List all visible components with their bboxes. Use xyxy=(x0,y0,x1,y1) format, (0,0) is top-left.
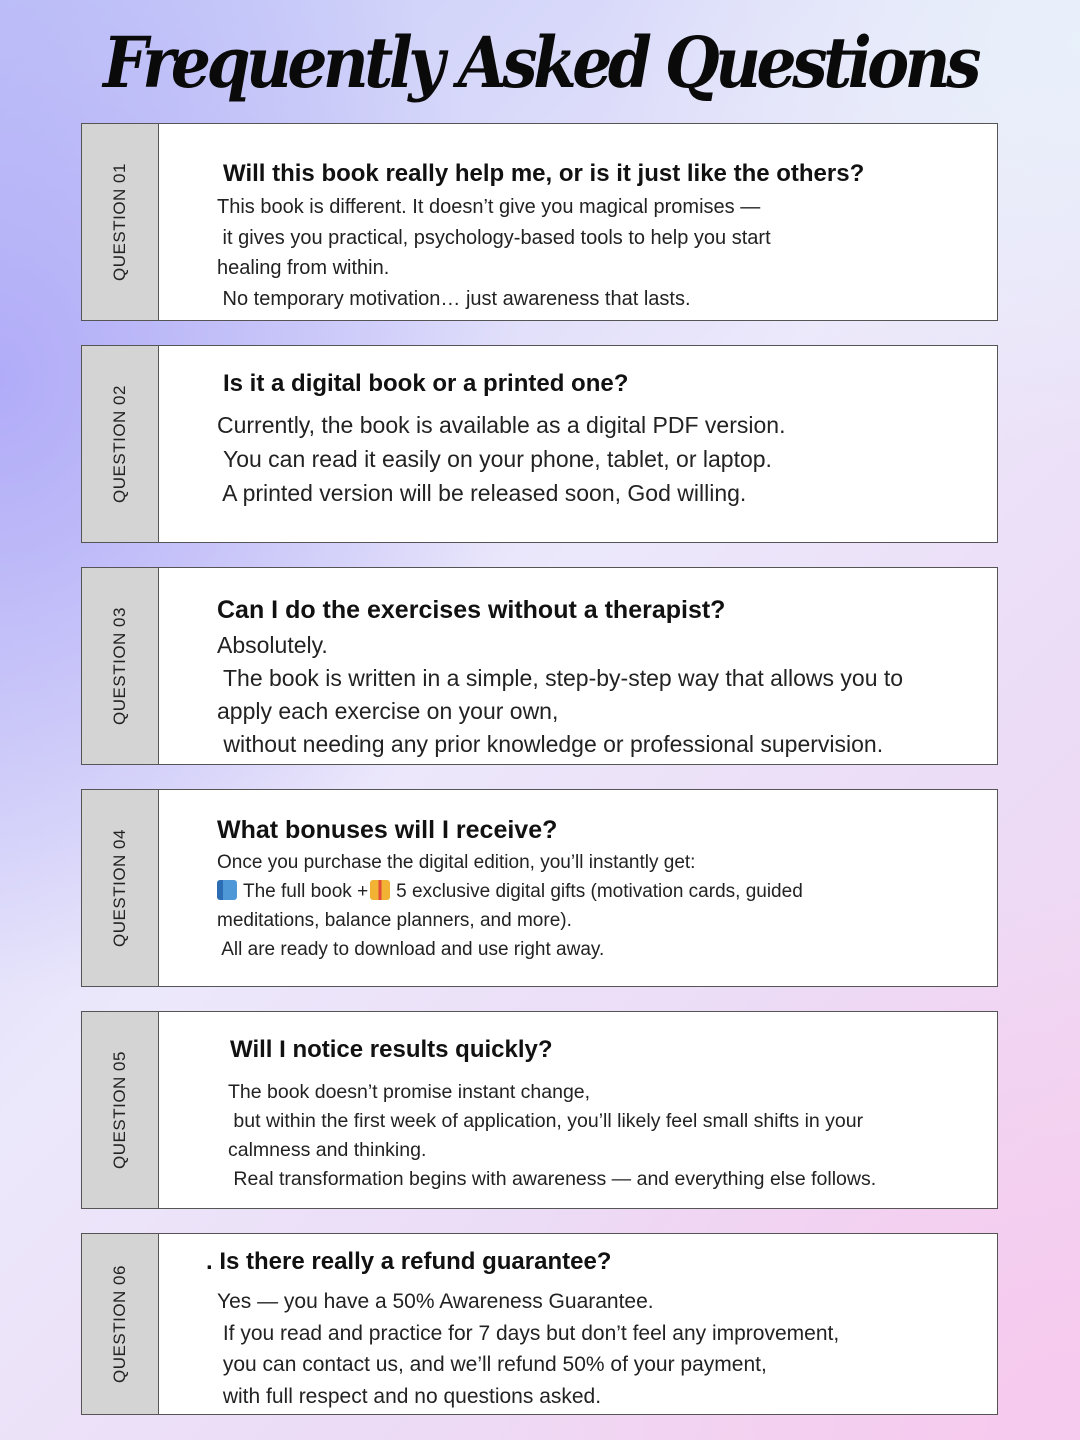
faq-label-tab xyxy=(82,790,159,986)
gift-icon xyxy=(370,880,390,900)
faq-question: Is it a digital book or a printed one? xyxy=(223,370,629,397)
faq-card-4 xyxy=(81,789,998,987)
faq-answer: This book is different. It doesn’t give you magical promises — it gives you practical, psychology-based tools to help you start healing from within. No temporary motivation… just awareness that lasts. xyxy=(217,196,771,310)
faq-label-tab xyxy=(82,1234,159,1414)
faq-question: Will this book really help me, or is it just like the others? xyxy=(223,160,865,187)
faq-answer: Currently, the book is available as a digital PDF version. You can read it easily on your phone, tablet, or laptop. A printed version will be released soon, God willing. xyxy=(217,412,786,506)
blue-book-icon xyxy=(217,880,237,900)
faq-label-tab xyxy=(82,568,159,764)
faq-answer: The book doesn’t promise instant change, but within the first week of application, you’ll likely feel small shifts in your calmness and thinking. Real transformation begins with awareness — and everything else follows. xyxy=(228,1081,877,1190)
faq-label-tab xyxy=(82,124,159,320)
faq-card-2 xyxy=(81,345,998,543)
faq-card-3 xyxy=(81,567,998,765)
faq-answer: Yes — you have a 50% Awareness Guarantee. If you read and practice for 7 days but don’t feel any improvement, you can contact us, and we’ll refund 50% of your payment, with full respect and no questions asked. xyxy=(217,1290,840,1408)
faq-question: Will I notice results quickly? xyxy=(230,1036,553,1063)
faq-answer: Absolutely. The book is written in a simple, step-by-step way that allows you to apply each exercise on your own, without needing any prior knowledge or professional supervision. xyxy=(217,632,904,757)
faq-question: Can I do the exercises without a therapist? xyxy=(217,596,726,624)
faq-label: QUESTION 05 xyxy=(110,1051,129,1169)
faq-answer: Once you purchase the digital edition, you’ll instantly get: The full book + 5 exclusive digital gifts (motivation cards, guided meditations, balance planners, and more). All are ready to download and use right away. xyxy=(217,852,803,960)
faq-label: QUESTION 02 xyxy=(110,385,129,503)
faq-label: QUESTION 04 xyxy=(110,829,129,947)
faq-label: QUESTION 01 xyxy=(110,163,129,281)
faq-card-5 xyxy=(81,1011,998,1209)
faq-label-tab xyxy=(82,1012,159,1208)
faq-question: . Is there really a refund guarantee? xyxy=(206,1248,612,1275)
faq-label-tab xyxy=(82,346,159,542)
faq-label: QUESTION 06 xyxy=(110,1265,129,1383)
faq-question: What bonuses will I receive? xyxy=(217,816,558,844)
faq-label: QUESTION 03 xyxy=(110,607,129,725)
page-title: Frequently Asked Questions xyxy=(103,21,977,104)
faq-card-6 xyxy=(81,1233,998,1415)
faq-card-1 xyxy=(81,123,998,321)
